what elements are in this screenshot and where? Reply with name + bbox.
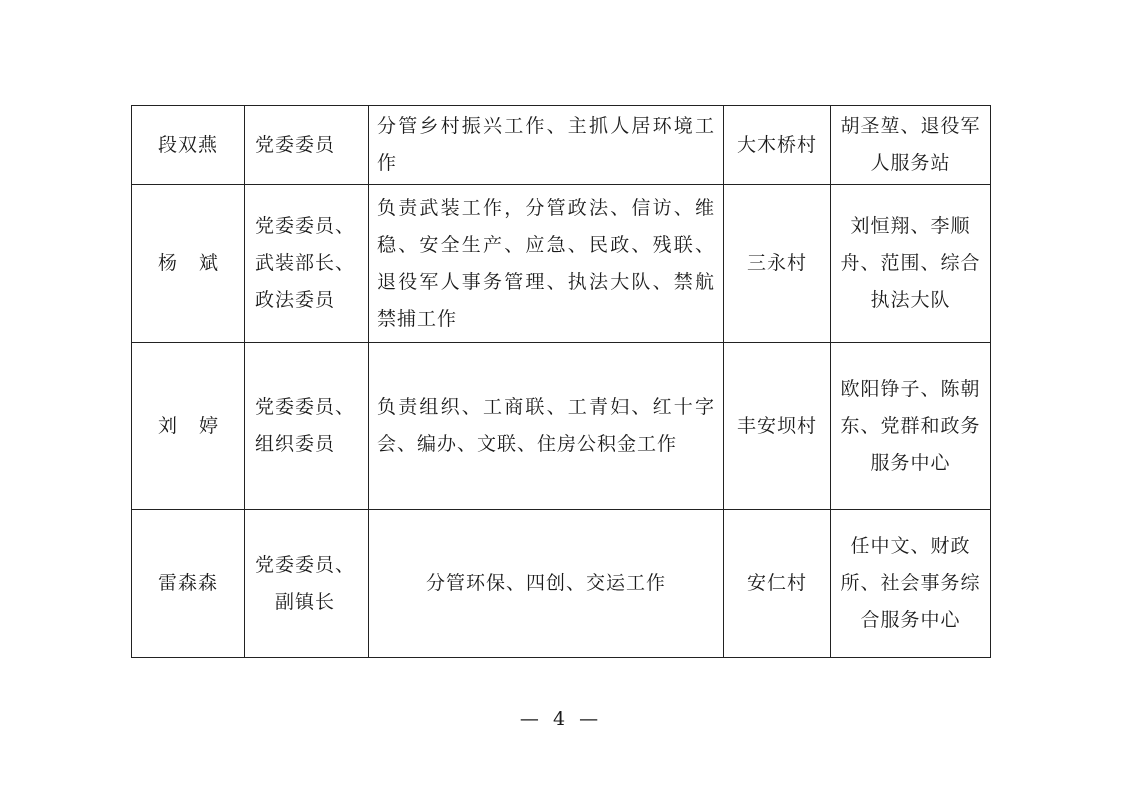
position-line: 党委委员、: [255, 396, 356, 418]
page-number: — 4 —: [519, 708, 603, 730]
position-cell: [245, 343, 369, 510]
duties-cell: 负责武装工作，分管政法、信访、维稳、安全生产、应急、民政、残联、退役军人事务管理、执法大队、禁航禁捕工作: [369, 185, 724, 343]
duties-cell: 分管环保、四创、交运工作: [369, 510, 724, 658]
table-row: [132, 510, 991, 658]
position-line: 党委委员: [255, 133, 336, 156]
village-cell: 安仁村: [724, 510, 831, 658]
village-cell: 大木桥村: [724, 106, 831, 185]
duties-cell: 分管乡村振兴工作、主抓人居环境工作: [369, 106, 724, 185]
duties-cell: 负责组织、工商联、工青妇、红十字会、编办、文联、住房公积金工作: [369, 343, 724, 510]
position-line: 党委委员、: [255, 215, 356, 237]
village-cell: 丰安坝村: [724, 343, 831, 510]
table-row: [132, 106, 991, 185]
contacts-cell: 刘恒翔、李顺舟、范围、综合执法大队: [831, 185, 991, 343]
name-cell: 刘婷: [132, 343, 245, 510]
contacts-cell: 欧阳铮子、陈朝东、党群和政务服务中心: [831, 343, 991, 510]
position-cell: [245, 185, 369, 343]
name-cell: 段双燕: [132, 106, 245, 185]
table-row: [132, 185, 991, 343]
position-line: 政法委员: [255, 289, 336, 311]
name-cell: 雷森森: [132, 510, 245, 658]
table-row: [132, 343, 991, 510]
name-cell: 杨斌: [132, 185, 245, 343]
contacts-cell: 胡圣堃、退役军人服务站: [831, 106, 991, 185]
position-cell: [245, 106, 369, 185]
position-line: 副镇长: [275, 590, 336, 613]
contacts-cell: 任中文、财政所、社会事务综合服务中心: [831, 510, 991, 658]
position-line: 组织委员: [255, 433, 336, 455]
position-line: 党委委员、: [255, 553, 356, 576]
village-cell: 三永村: [724, 185, 831, 343]
duty-assignment-table: [131, 105, 991, 658]
position-line: 武装部长、: [255, 252, 356, 274]
position-cell: [245, 510, 369, 658]
